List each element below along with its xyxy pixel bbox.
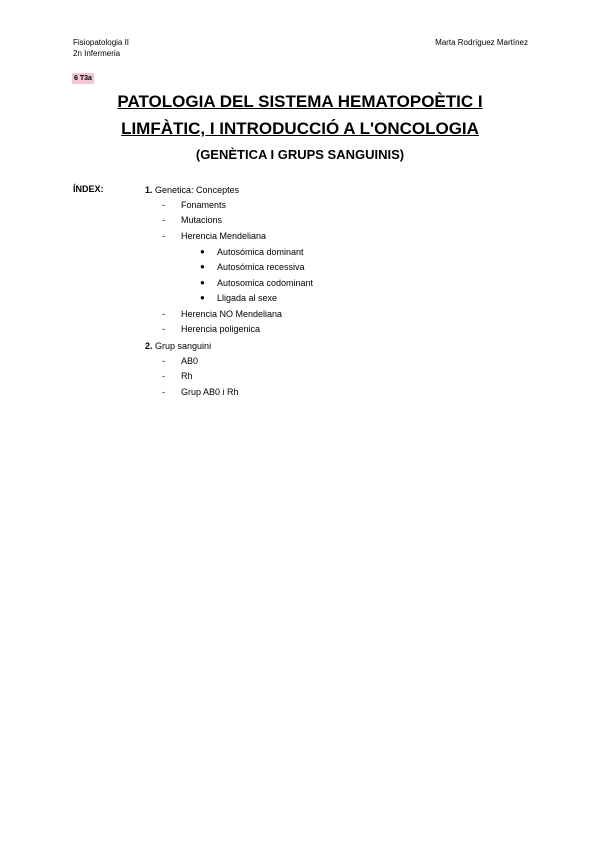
dash-marker: - [162,371,165,381]
dash-marker: - [162,215,165,225]
list-item: Fonaments [181,200,227,210]
sub-list-item: Autosomica codominant [217,278,314,288]
author-name: Marta Rodríguez Martínez [435,38,528,47]
section-label: Genetica: Conceptes [155,185,240,195]
topic-tag: 6 T3a [74,75,92,82]
title-line-1: PATOLOGIA DEL SISTEMA HEMATOPOÈTIC I [117,92,483,111]
index-section-1 [145,184,239,196]
course-year: 2n Infermeria [73,49,121,58]
index-label: ÍNDEX: [73,184,104,194]
header-left [73,37,129,59]
bullet-marker: ● [200,293,205,302]
dash-marker: - [162,200,165,210]
index-section-2 [145,340,211,352]
section-number: 2. [145,341,153,351]
sub-list-item: Autosómica dominant [217,247,304,257]
list-item: Herencia poligenica [181,324,261,334]
subtitle-text: GENÈTICA I GRUPS SANGUINIS [200,147,400,162]
list-item: Rh [181,371,193,381]
title-line-2: LIMFÀTIC, I INTRODUCCIÓ A L'ONCOLOGIA [121,119,479,138]
bullet-marker: ● [200,247,205,256]
list-item: Grup AB0 i Rh [181,387,239,397]
sub-list-item: Autosómica recessiva [217,262,305,272]
list-item: Herencia Mendeliana [181,231,267,241]
list-item: AB0 [181,356,199,366]
dash-marker: - [162,324,165,334]
course-name: Fisiopatologia II [73,38,130,47]
dash-marker: - [162,309,165,319]
sub-list-item: Lligada al sexe [217,293,278,303]
dash-marker: - [162,356,165,366]
dash-marker: - [162,387,165,397]
bullet-marker: ● [200,262,205,271]
dash-marker: - [162,231,165,241]
list-item: Herencia NO Mendeliana [181,309,283,319]
list-item: Mutacions [181,215,223,225]
section-number: 1. [145,185,153,195]
bullet-marker: ● [200,278,205,287]
subtitle: (GENÈTICA I GRUPS SANGUINIS) [195,147,405,162]
section-label: Grup sanguini [155,341,212,351]
